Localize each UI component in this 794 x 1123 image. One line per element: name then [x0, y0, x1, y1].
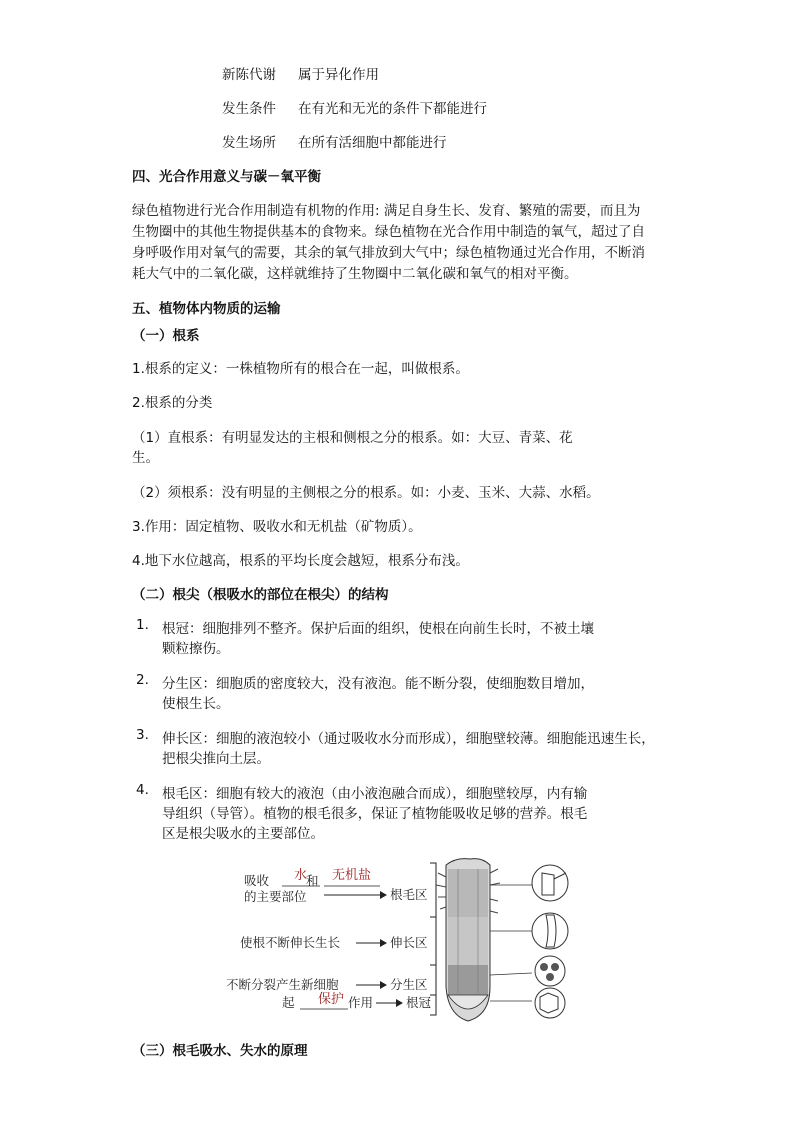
table-label: 发生条件 [222, 101, 276, 117]
table-value: 在所有活细胞中都能进行 [298, 135, 447, 151]
diagram-row1-mid: 和 [306, 873, 319, 888]
paragraph: 4.地下水位越高，根系的平均长度会越短，根系分布浅。 [132, 553, 469, 569]
paragraph-line: 绿色植物进行光合作用制造有机物的作用: 满足自身生长、发育、繁殖的需要，而且为 [132, 203, 641, 219]
connector-line [490, 973, 532, 975]
paragraph: 生。 [132, 450, 159, 466]
arrow-head [380, 981, 387, 989]
section-heading: 四、光合作用意义与碳－氧平衡 [132, 169, 321, 185]
paragraph: 3.作用：固定植物、吸收水和无机盐（矿物质）。 [132, 519, 422, 535]
list-item-line: 根毛区：细胞有较大的液泡（由小液泡融合而成），细胞壁较厚，内有输 [162, 786, 588, 802]
arrow-head [380, 939, 387, 947]
table-label: 发生场所 [222, 135, 276, 151]
root-cap-cell-inset [535, 988, 565, 1018]
table-row-metabolism [222, 63, 276, 83]
list-item-line: 分生区：细胞质的密度较大，没有液泡。能不断分裂，使细胞数目增加， [162, 676, 594, 692]
diagram-row1-text-a: 吸收 [244, 873, 270, 888]
root-hair-cell-inset [532, 865, 568, 901]
diagram-row4-text-a: 起 [282, 995, 295, 1010]
table-value: 在有光和无光的条件下都能进行 [298, 101, 487, 117]
zone-label-root-cap: 根冠 [406, 995, 432, 1010]
paragraph-line: 耗大气中的二氧化碳，这样就维持了生物圈中二氧化碳和氧气的相对平衡。 [132, 266, 578, 282]
paragraph: 2.根系的分类 [132, 395, 213, 411]
arrow-head [396, 999, 403, 1007]
zone-label-root-hair: 根毛区 [390, 887, 428, 902]
table-label: 新陈代谢 [222, 67, 276, 83]
list-item-line: 使根生长。 [162, 696, 230, 712]
list-number: 1. [136, 617, 149, 633]
list-number: 3. [136, 727, 149, 743]
paragraph-line: 身呼吸作用对氧气的需要，其余的氧气排放到大气中；绿色植物通过光合作用，不断消 [132, 245, 645, 261]
diagram-row1-text-b: 的主要部位 [244, 889, 307, 904]
meristem-cell-inset [535, 956, 565, 986]
list-item-line: 颗粒擦伤。 [162, 641, 230, 657]
zone-label-meristem: 分生区 [390, 977, 428, 992]
list-item-line: 导组织（导管）。植物的根毛很多，保证了植物能吸收足够的营养。根毛 [162, 806, 588, 822]
list-number: 2. [136, 672, 149, 688]
list-item-line: 把根尖推向土层。 [162, 751, 270, 767]
subsection-heading: （三）根毛吸水、失水的原理 [132, 1043, 308, 1059]
diagram-fill-protect: 保护 [318, 992, 345, 1007]
section-heading: 五、植物体内物质的运输 [132, 301, 281, 317]
list-item-line: 伸长区：细胞的液泡较小（通过吸收水分而形成），细胞壁较薄。细胞能迅速生长， [162, 731, 655, 747]
list-number: 4. [136, 782, 149, 798]
subsection-heading: （一）根系 [132, 328, 200, 344]
table-value: 属于异化作用 [298, 67, 379, 83]
diagram-row3-text: 不断分裂产生新细胞 [226, 977, 339, 992]
diagram-row2-text: 使根不断伸长生长 [240, 935, 341, 950]
root-illustration [436, 859, 500, 1021]
diagram-fill-minerals: 无机盐 [332, 868, 372, 883]
root-tip-diagram [220, 855, 580, 1025]
arrow-head [380, 891, 387, 899]
list-item-line: 根冠：细胞排列不整齐。保护后面的组织，使根在向前生长时，不被土壤 [162, 621, 594, 637]
elongation-cell-inset [532, 913, 568, 949]
zone-bracket [430, 863, 436, 1015]
subsection-heading: （二）根尖（根吸水的部位在根尖）的结构 [132, 587, 389, 603]
paragraph-line: 生物圈中的其他生物提供基本的食物来。绿色植物在光合作用中制造的氧气，超过了自 [132, 224, 645, 240]
diagram-fill-water: 水 [294, 868, 308, 883]
paragraph: （2）须根系：没有明显的主侧根之分的根系。如：小麦、玉米、大蒜、水稻。 [132, 485, 600, 501]
list-item-line: 区是根尖吸水的主要部位。 [162, 826, 324, 842]
paragraph: 1.根系的定义：一株植物所有的根合在一起，叫做根系。 [132, 361, 469, 377]
diagram-row4-text-b: 作用 [348, 995, 374, 1010]
paragraph: （1）直根系：有明显发达的主根和侧根之分的根系。如：大豆、青菜、花 [132, 430, 573, 446]
zone-label-elongation: 伸长区 [390, 935, 428, 950]
